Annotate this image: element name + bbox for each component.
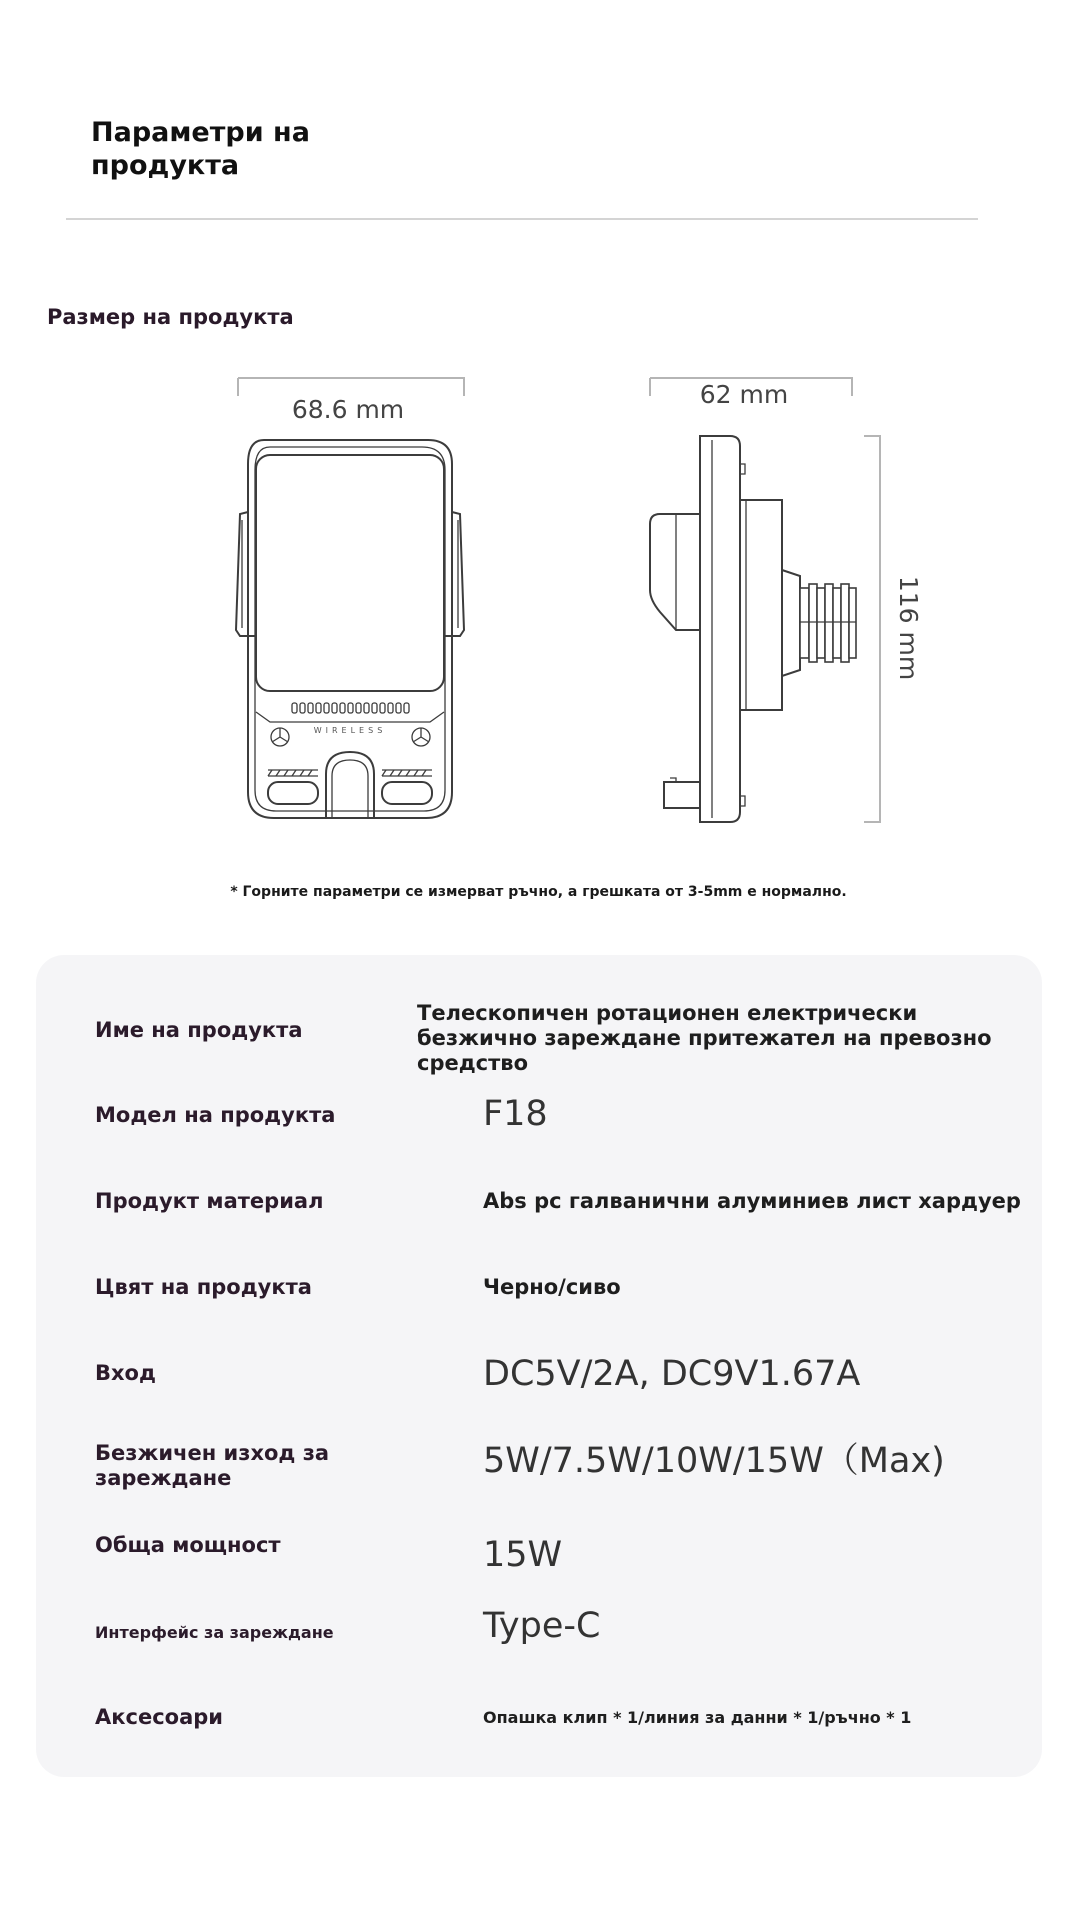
front-view-drawing <box>236 378 464 818</box>
front-width-label: 68.6 mm <box>291 395 405 424</box>
size-section-title: Размер на продукта <box>47 305 294 329</box>
spec-label: Цвят на продукта <box>95 1275 312 1299</box>
spec-label: Продукт материал <box>95 1189 324 1213</box>
spec-value: Abs pc галванични алуминиев лист хардуер <box>483 1189 1021 1213</box>
spec-value: Телескопичен ротационен електрически безжично зареждане притежател на превозно средство <box>417 1001 992 1075</box>
side-depth-label: 62 mm <box>699 380 789 409</box>
spec-value: 15W <box>483 1535 563 1575</box>
title-divider <box>66 218 978 220</box>
spec-value: Черно/сиво <box>483 1275 621 1299</box>
spec-value: Опашка клип * 1/линия за данни * 1/ръчно * 1 <box>483 1708 912 1727</box>
spec-value: 5W/7.5W/10W/15W（Max) <box>483 1441 945 1481</box>
front-brand-text: WIRELESS <box>313 726 387 735</box>
spec-value: F18 <box>483 1094 548 1134</box>
page-title: Параметри на продукта <box>91 117 310 181</box>
right-fan-icon <box>412 728 430 746</box>
spec-label: Безжичен изход за зареждане <box>95 1441 330 1490</box>
spec-label: Вход <box>95 1361 156 1385</box>
spec-label: Модел на продукта <box>95 1103 336 1127</box>
side-view-drawing <box>650 378 923 822</box>
side-height-label: 116 mm <box>894 575 923 681</box>
front-vent-slots <box>292 703 409 713</box>
vent-clip-thread <box>800 584 856 662</box>
measurement-footnote: * Горните параметри се измерват ръчно, а грешката от 3-5mm е нормално. <box>230 884 847 900</box>
spec-label: Аксесоари <box>95 1705 223 1729</box>
spec-table <box>36 955 1042 1777</box>
product-dimension-diagram <box>0 360 1077 840</box>
spec-label: Интерфейс за зареждане <box>95 1623 334 1642</box>
spec-value: Type-C <box>483 1606 601 1646</box>
spec-label: Обща мощност <box>95 1533 281 1557</box>
spec-value: DC5V/2A, DC9V1.67A <box>483 1354 861 1394</box>
left-fan-icon <box>271 728 289 746</box>
spec-label: Име на продукта <box>95 1018 303 1042</box>
